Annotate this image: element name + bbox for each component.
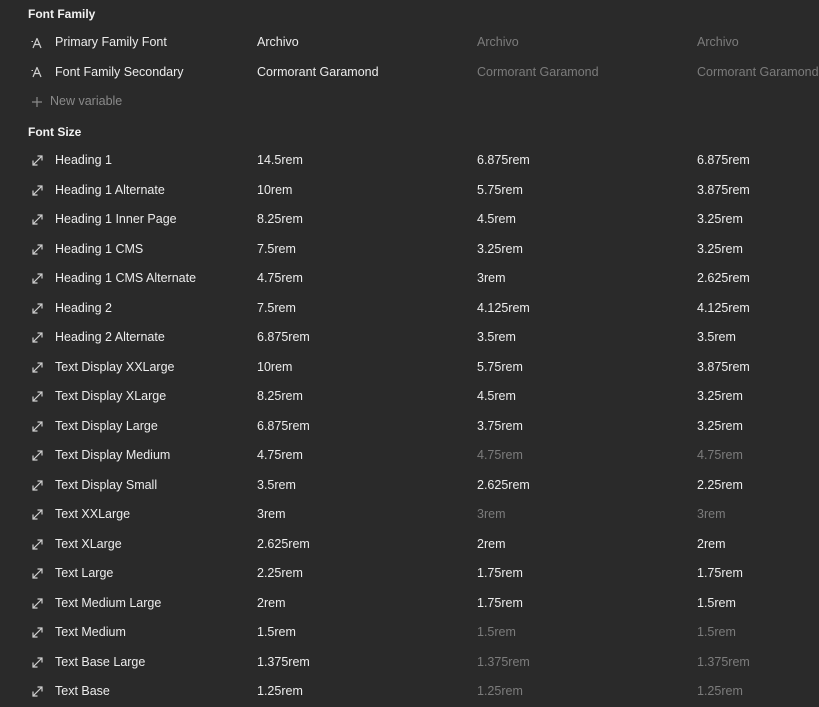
variable-value-mode-2[interactable]: 1.5rem (477, 625, 516, 639)
variable-name[interactable]: Text Medium (55, 625, 126, 639)
resize-icon (30, 677, 44, 707)
variable-value-mode-3[interactable]: 1.25rem (697, 684, 743, 698)
variable-value-mode-2[interactable]: 4.125rem (477, 300, 530, 315)
variable-value-mode-2[interactable]: 4.5rem (477, 389, 516, 403)
font-icon (30, 58, 44, 88)
variable-value-mode-1[interactable]: 8.25rem (257, 389, 303, 403)
resize-icon (30, 441, 44, 471)
variable-value-mode-3[interactable]: Archivo (697, 35, 739, 49)
variable-value-mode-2[interactable]: 3.25rem (477, 241, 523, 256)
plus-icon (30, 87, 44, 117)
variable-value-mode-3[interactable]: 1.375rem (697, 654, 750, 669)
variable-value-mode-1[interactable]: Archivo (257, 35, 299, 49)
new-variable-button[interactable] (0, 87, 300, 117)
variable-value-mode-2[interactable]: Cormorant Garamond (477, 64, 599, 79)
variable-value-mode-3[interactable]: 3rem (697, 507, 726, 521)
variable-value-mode-2[interactable]: 3.75rem (477, 418, 523, 433)
variable-row[interactable] (0, 471, 748, 501)
variable-value-mode-2[interactable]: 6.875rem (477, 153, 530, 167)
variable-value-mode-3[interactable]: 2.625rem (697, 271, 750, 285)
variable-value-mode-1[interactable]: 7.5rem (257, 241, 296, 256)
font-icon (30, 28, 44, 58)
variable-row[interactable] (0, 530, 748, 560)
variable-value-mode-1[interactable]: 10rem (257, 182, 293, 197)
variable-value-mode-2[interactable]: 5.75rem (477, 359, 523, 374)
variable-value-mode-2[interactable]: 1.375rem (477, 654, 530, 669)
variable-name[interactable]: Text XLarge (55, 536, 122, 551)
variable-row[interactable] (0, 677, 748, 707)
variable-value-mode-2[interactable]: 2rem (477, 536, 506, 551)
variable-value-mode-1[interactable]: 2.25rem (257, 566, 303, 580)
resize-icon (30, 471, 44, 501)
variable-name[interactable]: Text Display Medium (55, 448, 171, 462)
variable-row[interactable] (0, 618, 748, 648)
resize-icon (30, 500, 44, 530)
variable-value-mode-1[interactable]: Cormorant Garamond (257, 64, 379, 79)
variable-value-mode-1[interactable]: 3rem (257, 507, 286, 521)
variable-value-mode-3[interactable]: 6.875rem (697, 153, 750, 167)
variable-name[interactable]: Text Display XXLarge (55, 359, 175, 374)
resize-icon (30, 235, 44, 265)
variable-value-mode-3[interactable]: 3.25rem (697, 389, 743, 403)
variable-value-mode-3[interactable]: 2rem (697, 536, 726, 551)
variable-value-mode-1[interactable]: 1.375rem (257, 654, 310, 669)
variable-row[interactable] (0, 648, 748, 678)
variable-value-mode-2[interactable]: 4.75rem (477, 448, 523, 462)
variable-name[interactable]: Heading 1 CMS Alternate (55, 271, 197, 285)
variable-name[interactable]: Text Display XLarge (55, 389, 167, 403)
variable-row[interactable] (0, 58, 819, 88)
resize-icon (30, 412, 44, 442)
variable-value-mode-1[interactable]: 1.5rem (257, 625, 296, 639)
resize-icon (30, 176, 44, 206)
variable-value-mode-2[interactable]: 5.75rem (477, 182, 523, 197)
variable-value-mode-1[interactable]: 8.25rem (257, 212, 303, 226)
variable-name[interactable]: Heading 2 (55, 300, 112, 315)
variable-value-mode-1[interactable]: 14.5rem (257, 153, 303, 167)
variable-name[interactable]: Text Display Small (55, 477, 158, 492)
variable-value-mode-3[interactable]: 3.5rem (697, 330, 736, 344)
variable-value-mode-3[interactable]: 4.125rem (697, 300, 750, 315)
variable-name[interactable]: Text Base Large (55, 654, 146, 669)
resize-icon (30, 264, 44, 294)
variable-name[interactable]: Heading 1 Alternate (55, 182, 165, 197)
resize-icon (30, 323, 44, 353)
variable-value-mode-2[interactable]: 4.5rem (477, 212, 516, 226)
variable-row[interactable] (0, 235, 748, 265)
variable-name[interactable]: Heading 1 CMS (55, 241, 144, 256)
variable-name[interactable]: Text Base (55, 684, 110, 698)
variable-name[interactable]: Heading 1 (55, 153, 112, 167)
resize-icon (30, 382, 44, 412)
variable-row[interactable] (0, 323, 748, 353)
variable-name[interactable]: Text Display Large (55, 418, 158, 433)
variable-value-mode-1[interactable]: 2.625rem (257, 536, 310, 551)
variable-name[interactable]: Font Family Secondary (55, 64, 184, 79)
variable-value-mode-1[interactable]: 3.5rem (257, 477, 296, 492)
resize-icon (30, 294, 44, 324)
variable-value-mode-1[interactable]: 4.75rem (257, 448, 303, 462)
resize-icon (30, 648, 44, 678)
variable-row[interactable] (0, 176, 748, 206)
variable-name[interactable]: Primary Family Font (55, 35, 167, 49)
variable-row[interactable] (0, 500, 748, 530)
variable-value-mode-2[interactable]: 3rem (477, 507, 506, 521)
variable-value-mode-3[interactable]: 1.5rem (697, 595, 736, 610)
variable-value-mode-2[interactable]: 1.75rem (477, 595, 523, 610)
variable-value-mode-2[interactable]: Archivo (477, 35, 519, 49)
variable-value-mode-3[interactable]: 3.25rem (697, 418, 743, 433)
variable-value-mode-3[interactable]: 2.25rem (697, 477, 743, 492)
variable-value-mode-2[interactable]: 2.625rem (477, 477, 530, 492)
variable-value-mode-1[interactable]: 6.875rem (257, 418, 310, 433)
new-variable-label: New variable (50, 94, 123, 108)
variable-value-mode-1[interactable]: 4.75rem (257, 271, 303, 285)
variable-value-mode-3[interactable]: Cormorant Garamond (697, 64, 819, 79)
resize-icon (30, 589, 44, 619)
variable-row[interactable] (0, 589, 748, 619)
variable-value-mode-3[interactable]: 3.875rem (697, 359, 750, 374)
variable-name[interactable]: Heading 1 Inner Page (55, 212, 177, 226)
variable-name[interactable]: Text XXLarge (55, 507, 131, 521)
variable-value-mode-3[interactable]: 3.25rem (697, 241, 743, 256)
variable-value-mode-2[interactable]: 1.25rem (477, 684, 523, 698)
variable-value-mode-2[interactable]: 3rem (477, 271, 506, 285)
variable-value-mode-2[interactable]: 1.75rem (477, 566, 523, 580)
variable-row[interactable] (0, 353, 748, 383)
variable-value-mode-2[interactable]: 3.5rem (477, 330, 516, 344)
variable-row[interactable] (0, 294, 748, 324)
variable-row[interactable] (0, 412, 748, 442)
variable-name[interactable]: Text Large (55, 566, 114, 580)
resize-icon (30, 146, 44, 176)
section-title-font-size: Font Size (28, 125, 82, 139)
variable-value-mode-1[interactable]: 7.5rem (257, 300, 296, 315)
variable-value-mode-3[interactable]: 1.5rem (697, 625, 736, 639)
variable-name[interactable]: Heading 2 Alternate (55, 330, 165, 344)
variable-value-mode-1[interactable]: 2rem (257, 595, 286, 610)
variable-value-mode-3[interactable]: 4.75rem (697, 448, 743, 462)
section-title-font-family: Font Family (28, 7, 96, 21)
variable-value-mode-1[interactable]: 1.25rem (257, 684, 303, 698)
variable-value-mode-3[interactable]: 3.25rem (697, 212, 743, 226)
resize-icon (30, 530, 44, 560)
variable-name[interactable]: Text Medium Large (55, 595, 162, 610)
variable-value-mode-3[interactable]: 1.75rem (697, 566, 743, 580)
variable-row[interactable] (0, 382, 748, 412)
resize-icon (30, 618, 44, 648)
variable-row[interactable] (0, 441, 748, 471)
variable-row[interactable] (0, 28, 748, 58)
resize-icon (30, 205, 44, 235)
variable-row[interactable] (0, 264, 748, 294)
variable-row[interactable] (0, 146, 748, 176)
resize-icon (30, 559, 44, 589)
variable-row[interactable] (0, 559, 748, 589)
variable-value-mode-1[interactable]: 10rem (257, 359, 293, 374)
variable-row[interactable] (0, 205, 748, 235)
resize-icon (30, 353, 44, 383)
variable-value-mode-3[interactable]: 3.875rem (697, 182, 750, 197)
variable-value-mode-1[interactable]: 6.875rem (257, 330, 310, 344)
